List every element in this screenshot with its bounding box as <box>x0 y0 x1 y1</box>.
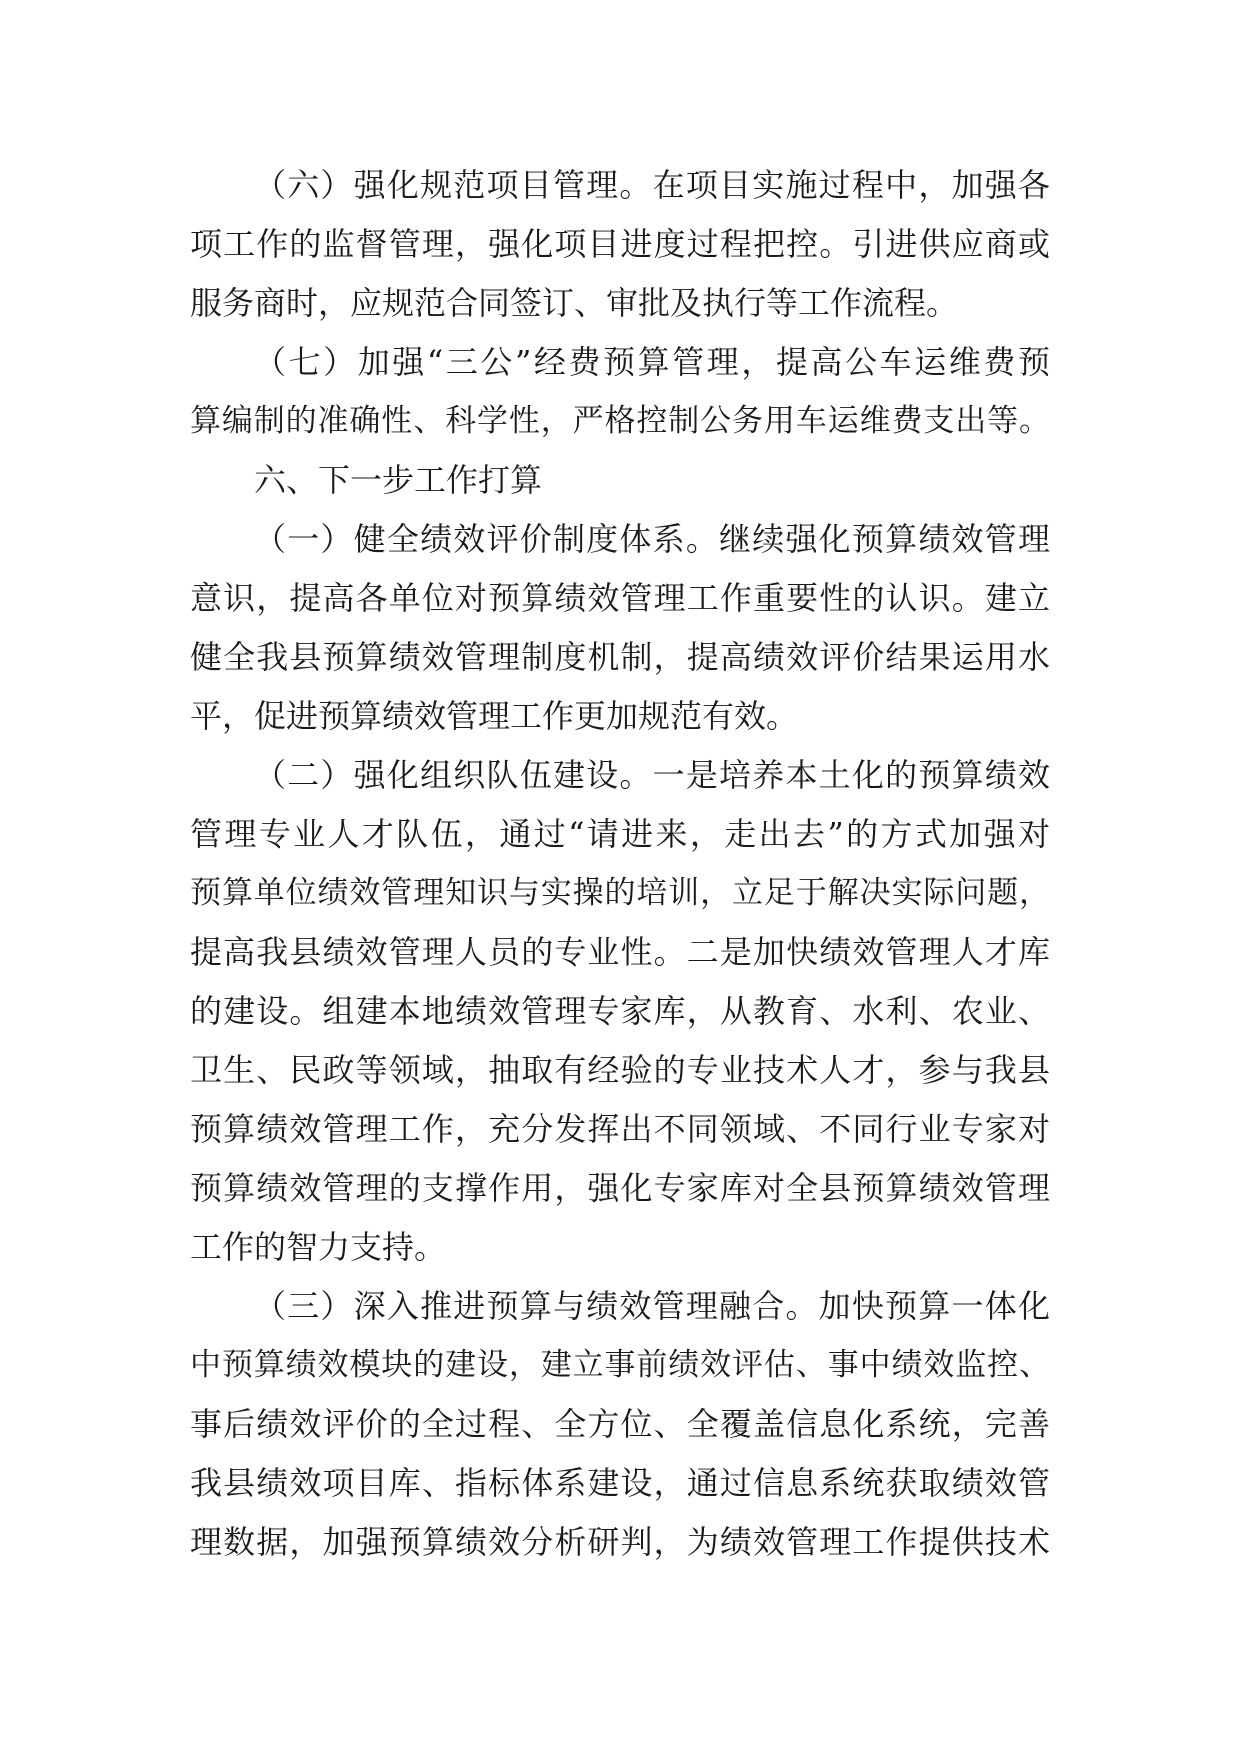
section-heading: 六、下一步工作打算 <box>254 461 543 499</box>
text-line: 算编制的准确性、科学性，严格控制公务用车运维费支出等。 <box>190 403 1050 439</box>
text-line: 的建设。组建本地绩效管理专家库，从教育、水利、农业、 <box>190 992 1050 1030</box>
text-line: （二）强化组织队伍建设。一是培养本土化的预算绩效 <box>254 756 1050 794</box>
text-line: 中预算绩效模块的建设，建立事前绩效评估、事中绩效监控、 <box>190 1347 1050 1383</box>
text-line: 事后绩效评价的全过程、全方位、全覆盖信息化系统，完善 <box>190 1405 1050 1443</box>
text-line: 工作的智力支持。 <box>190 1228 447 1266</box>
text-line: 预算单位绩效管理知识与实操的培训，立足于解决实际问题， <box>190 875 1050 911</box>
text-line: 意识，提高各单位对预算绩效管理工作重要性的认识。建立 <box>190 579 1050 617</box>
text-line: 理数据，加强预算绩效分析研判，为绩效管理工作提供技术 <box>190 1523 1050 1561</box>
text-line: 我县绩效项目库、指标体系建设，通过信息系统获取绩效管 <box>190 1464 1050 1502</box>
text-line: 预算绩效管理工作，充分发挥出不同领域、不同行业专家对 <box>190 1110 1050 1148</box>
text-line: 平，促进预算绩效管理工作更加规范有效。 <box>190 697 799 735</box>
text-line: （七）加强“三公”经费预算管理，提高公车运维费预 <box>254 343 1050 381</box>
text-line: 提高我县绩效管理人员的专业性。二是加快绩效管理人才库 <box>190 933 1050 971</box>
text-line: 卫生、民政等领域，抽取有经验的专业技术人才，参与我县 <box>190 1051 1050 1089</box>
text-line: 预算绩效管理的支撑作用，强化专家库对全县预算绩效管理 <box>190 1169 1050 1207</box>
text-line: 管理专业人才队伍，通过“请进来，走出去”的方式加强对 <box>190 815 1050 853</box>
text-line: 项工作的监督管理，强化项目进度过程把控。引进供应商或 <box>190 225 1050 263</box>
text-line: 健全我县预算绩效管理制度机制，提高绩效评价结果运用水 <box>190 638 1050 676</box>
text-line: （三）深入推进预算与绩效管理融合。加快预算一体化 <box>254 1287 1050 1325</box>
text-line: 服务商时，应规范合同签订、审批及执行等工作流程。 <box>190 284 959 322</box>
text-line: （六）强化规范项目管理。在项目实施过程中，加强各 <box>254 166 1050 204</box>
text-line: （一）健全绩效评价制度体系。继续强化预算绩效管理 <box>254 520 1050 558</box>
